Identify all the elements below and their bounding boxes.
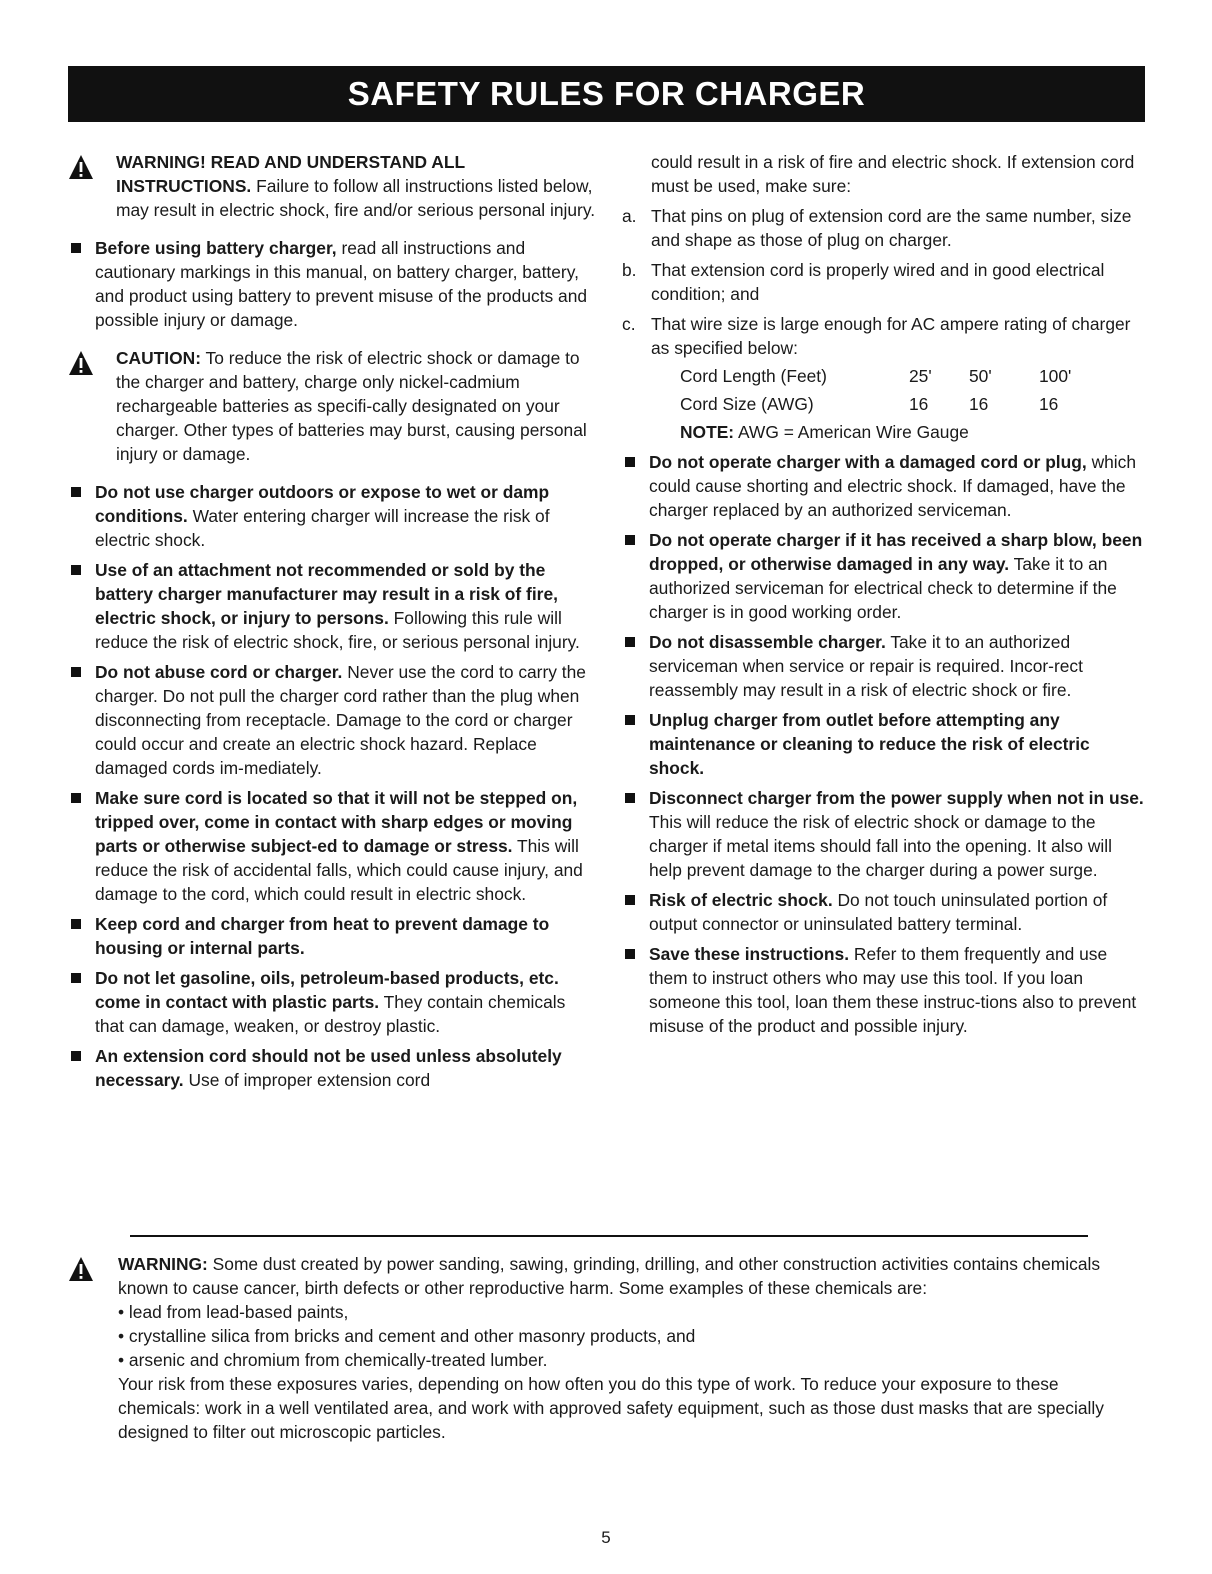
bullet-text: Following this rule will reduce the risk of electric shock, fire, or serious personal injury. [95, 608, 580, 652]
bullet-text: Do not touch uninsulated portion of output connector or uninsulated battery terminal. [649, 890, 1108, 934]
square-bullet-icon [625, 715, 635, 725]
list-item [68, 1044, 598, 1092]
bullet-text: Use of improper extension cord [183, 1070, 431, 1090]
warning-lead: WARNING! READ AND UNDERSTAND ALL INSTRUCTIONS. [116, 152, 465, 196]
bullet-lead: Keep cord and charger from heat to prevent damage to housing or internal parts. [95, 914, 550, 958]
table-row [680, 388, 1071, 416]
bullet-lead: Save these instructions. [649, 944, 850, 964]
dust-warning-closing: Your risk from these exposures varies, depending on how often you do this type of work. To reduce your exposure to these chemicals: work in a well ventilated area, and work with approved safety equipment, such as those dust masks that are specially designed to filter out microscopic particles. [118, 1374, 1104, 1442]
bullet-text: read all instructions and cautionary markings in this manual, on battery charger, battery, and product using battery to prevent misuse of the products and possible injury or damage. [95, 238, 588, 330]
list-item [68, 558, 598, 654]
sub-item-b [622, 258, 1147, 306]
page-number: 5 [601, 1528, 611, 1547]
bullet-text: Take it to an authorized serviceman when service or repair is required. Incor-rect reassembly may result in a risk of electric shock or fire. [649, 632, 1083, 700]
divider [130, 1235, 1088, 1237]
note-text: AWG = American Wire Gauge [734, 422, 969, 442]
note-lead: NOTE: [680, 422, 735, 442]
dust-warning-lead: WARNING: [118, 1254, 208, 1274]
bullet-lead: Use of an attachment not recommended or sold by the battery charger manufacturer may result in a risk of fire, electric shock, or injury to persons. [95, 560, 558, 628]
list-item: • arsenic and chromium from chemically-treated lumber. [118, 1350, 548, 1370]
sub-item-label: c. [622, 314, 636, 334]
sub-item-text: That wire size is large enough for AC ampere rating of charger as specified below: [651, 314, 1131, 358]
warning-triangle-icon [68, 154, 94, 180]
caution-lead: CAUTION: [116, 348, 202, 368]
sub-item-c [622, 312, 1147, 360]
bullet-lead: Do not disassemble charger. [649, 632, 886, 652]
warning-triangle-icon [68, 350, 94, 376]
warning-text: Failure to follow all instructions listed below, may result in electric shock, fire and/or serious personal injury. [116, 176, 596, 220]
square-bullet-icon [625, 535, 635, 545]
table-cell: 25' [909, 366, 932, 386]
cord-table [680, 364, 1071, 416]
list-item [68, 786, 598, 906]
dust-warning-text: Some dust created by power sanding, sawing, grinding, drilling, and other construction activities contains chemicals known to cause cancer, birth defects or other reproductive harm. Some examples of these chemicals are: [118, 1254, 1101, 1298]
square-bullet-icon [71, 487, 81, 497]
square-bullet-icon [71, 1051, 81, 1061]
bullet-lead: Do not use charger outdoors or expose to wet or damp conditions. [95, 482, 550, 526]
table-cell: 50' [969, 366, 992, 386]
list-item [622, 786, 1147, 882]
bullet-lead: Make sure cord is located so that it will not be stepped on, tripped over, come in contact with sharp edges or moving parts or otherwise subject-ed to damage or stress. [95, 788, 578, 856]
bullet-text: Water entering charger will increase the risk of electric shock. [95, 506, 550, 550]
bullet-text: Refer to them frequently and use them to instruct others who may use this tool. If you loan someone this tool, loan them these instruc-tions also to prevent misuse of the product and possible injury. [649, 944, 1137, 1036]
page-title: SAFETY RULES FOR CHARGER [68, 66, 1145, 122]
sub-item-label: b. [622, 260, 637, 280]
list-item [622, 528, 1147, 624]
list-item: • crystalline silica from bricks and cement and other masonry products, and [118, 1326, 696, 1346]
caution-block [68, 346, 598, 466]
table-cell: 16 [969, 394, 989, 414]
bullet-text: This will reduce the risk of electric shock or damage to the charger if metal items should fall into the opening. It also will help prevent damage to the charger during a power surge. [649, 812, 1113, 880]
chemical-list [118, 1300, 1138, 1372]
square-bullet-icon [625, 457, 635, 467]
bullet-lead: Disconnect charger from the power supply when not in use. [649, 788, 1144, 808]
square-bullet-icon [71, 243, 81, 253]
bullet-text: This will reduce the risk of accidental falls, which could cause injury, and damage to the cord, which could result in electric shock. [95, 836, 583, 904]
dust-warning [68, 1252, 1138, 1444]
square-bullet-icon [71, 973, 81, 983]
bullet-lead: Risk of electric shock. [649, 890, 833, 910]
square-bullet-icon [71, 793, 81, 803]
square-bullet-icon [625, 637, 635, 647]
list-item [622, 708, 1147, 780]
table-cell: 16 [1039, 394, 1059, 414]
square-bullet-icon [71, 919, 81, 929]
bullet-text: They contain chemicals that can damage, weaken, or destroy plastic. [95, 992, 566, 1036]
warning-triangle-icon [68, 1256, 94, 1282]
table-cell: 100' [1039, 366, 1072, 386]
square-bullet-icon [625, 793, 635, 803]
bullet-lead: Do not operate charger with a damaged cord or plug, [649, 452, 1087, 472]
right-column [622, 150, 1147, 1044]
table-cell: Cord Size (AWG) [680, 394, 814, 414]
square-bullet-icon [625, 949, 635, 959]
bullet-lead: Do not operate charger if it has received a sharp blow, been dropped, or otherwise damaged in any way. [649, 530, 1143, 574]
sub-item-a [622, 204, 1147, 252]
note [622, 420, 1147, 444]
table-cell: 16 [909, 394, 929, 414]
list-item [622, 942, 1147, 1038]
table-cell: Cord Length (Feet) [680, 366, 827, 386]
list-item: • lead from lead-based paints, [118, 1302, 349, 1322]
sub-item-text: That extension cord is properly wired and in good electrical condition; and [651, 260, 1105, 304]
list-item [622, 450, 1147, 522]
bullet-lead: Do not abuse cord or charger. [95, 662, 343, 682]
warning-read-instructions [68, 150, 598, 222]
list-item [68, 966, 598, 1038]
sub-item-text: That pins on plug of extension cord are the same number, size and shape as those of plug on charger. [651, 206, 1132, 250]
list-item [622, 630, 1147, 702]
sub-item-label: a. [622, 206, 637, 226]
square-bullet-icon [625, 895, 635, 905]
list-item [68, 912, 598, 960]
list-item [622, 888, 1147, 936]
bullet-text: Take it to an authorized serviceman for electrical check to determine if the charger is in good working order. [649, 554, 1117, 622]
list-item [68, 660, 598, 780]
bullet-lead: Do not let gasoline, oils, petroleum-based products, etc. come in contact with plastic parts. [95, 968, 559, 1012]
bullet-text: which could cause shorting and electric shock. If damaged, have the charger replaced by an authorized serviceman. [649, 452, 1137, 520]
caution-text: To reduce the risk of electric shock or damage to the charger and battery, charge only nickel-cadmium rechargeable batteries as specifi-cally designated on your charger. Other types of batteries may burst, causing personal injury or damage. [116, 348, 587, 464]
list-item [68, 480, 598, 552]
table-row [680, 364, 1071, 388]
continuation-text: could result in a risk of fire and electric shock. If extension cord must be used, make sure: [651, 152, 1135, 196]
square-bullet-icon [71, 667, 81, 677]
square-bullet-icon [71, 565, 81, 575]
left-column [68, 150, 598, 1098]
bullet-text: Never use the cord to carry the charger. Do not pull the charger cord rather than the plug when disconnecting from receptacle. Damage to the cord or charger could occur and create an electric shock hazard. Replace damaged cords im-mediately. [95, 662, 586, 778]
bullet-lead: An extension cord should not be used unless absolutely necessary. [95, 1046, 562, 1090]
bullet-lead: Before using battery charger, [95, 238, 337, 258]
bullet-lead: Unplug charger from outlet before attempting any maintenance or cleaning to reduce the risk of electric shock. [649, 710, 1090, 778]
list-item [68, 236, 598, 332]
